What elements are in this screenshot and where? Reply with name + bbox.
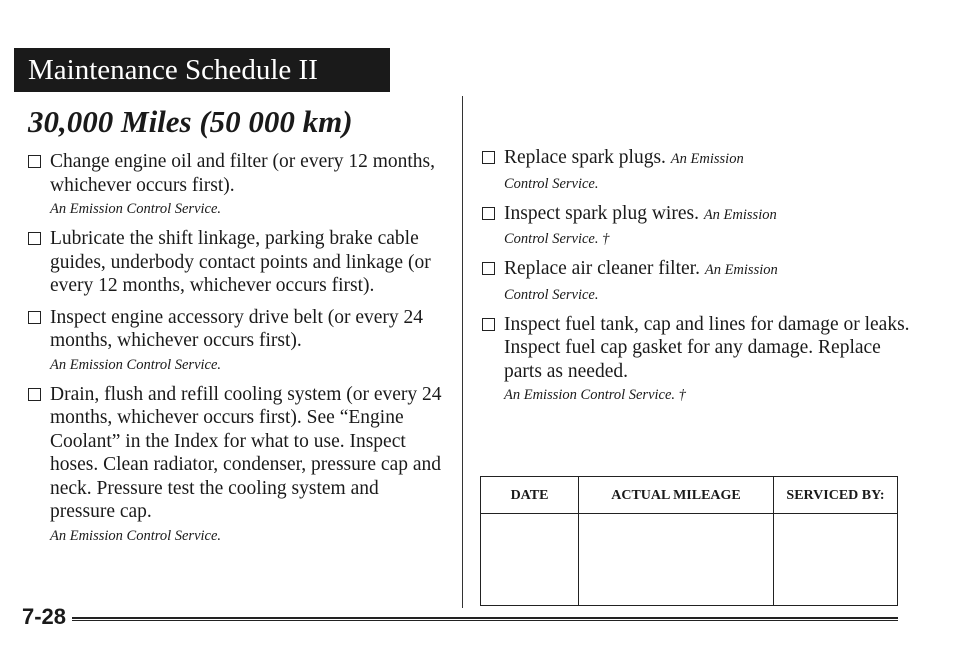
serviced-by-entry-cell[interactable] [774,514,897,605]
item-note-inline: An Emission [704,262,778,278]
page-number: 7-28 [22,604,67,629]
item-text: Drain, flush and refill cooling system (or every 24 months, whichever occurs first). See “Engine Coolant” in the Index for what to use. Inspect hoses. Clean radiator, condenser, pressure cap and neck. Pressure test the cooling system and pressure cap. [50,383,442,522]
page-title: 30,000 Miles (50 000 km) [28,104,353,139]
item-note: Control Service. [504,286,599,303]
checklist-item [26,306,446,375]
footer-rule [72,617,898,621]
checkbox[interactable] [482,151,495,164]
service-record-table [480,476,898,606]
section-header: Maintenance Schedule II [14,48,390,92]
item-text: Inspect engine accessory drive belt (or every 24 months, whichever occurs first). [50,306,424,351]
item-note: An Emission Control Service. [50,527,222,544]
checkbox[interactable] [28,311,41,324]
checkbox[interactable] [482,318,495,331]
item-text: Inspect spark plug wires. [504,202,699,224]
checkbox[interactable] [482,262,495,275]
checklist-item [480,257,910,305]
item-note: An Emission Control Service. [50,201,222,217]
checklist-item [480,202,910,250]
checklist-item [26,383,446,546]
checkbox[interactable] [28,388,41,401]
item-note: An Emission Control Service. [50,356,222,373]
header-serviced-by: SERVICED BY: [774,477,897,514]
item-note-inline: An Emission [670,151,744,167]
checkbox[interactable] [482,207,495,220]
right-column [480,146,910,405]
mileage-entry-cell[interactable] [579,514,774,605]
left-column [26,150,446,546]
date-entry-cell[interactable] [481,514,579,605]
checklist-item [26,150,446,219]
column-divider [462,96,463,608]
item-note: Control Service. † [504,231,610,247]
item-text: Change engine oil and filter (or every 12 months, whichever occurs first). [50,151,436,196]
checklist-item [26,227,446,298]
checkbox[interactable] [28,155,41,168]
checkbox[interactable] [28,232,41,245]
item-note: An Emission Control Service. † [504,387,686,403]
checklist-item [480,313,910,406]
item-text: Replace spark plugs. [504,147,666,168]
item-note-inline: An Emission [703,206,777,223]
item-text: Replace air cleaner filter. [504,258,700,279]
item-note: Control Service. [504,175,599,192]
item-text: Inspect fuel tank, cap and lines for damage or leaks. Inspect fuel cap gasket for any damage. Replace parts as needed. [504,313,910,382]
checklist-item [480,146,910,194]
item-text: Lubricate the shift linkage, parking brake cable guides, underbody contact points and linkage (or every 12 months, whichever occurs first). [50,228,431,296]
header-actual-mileage: ACTUAL MILEAGE [579,477,774,514]
header-date: DATE [481,477,579,514]
